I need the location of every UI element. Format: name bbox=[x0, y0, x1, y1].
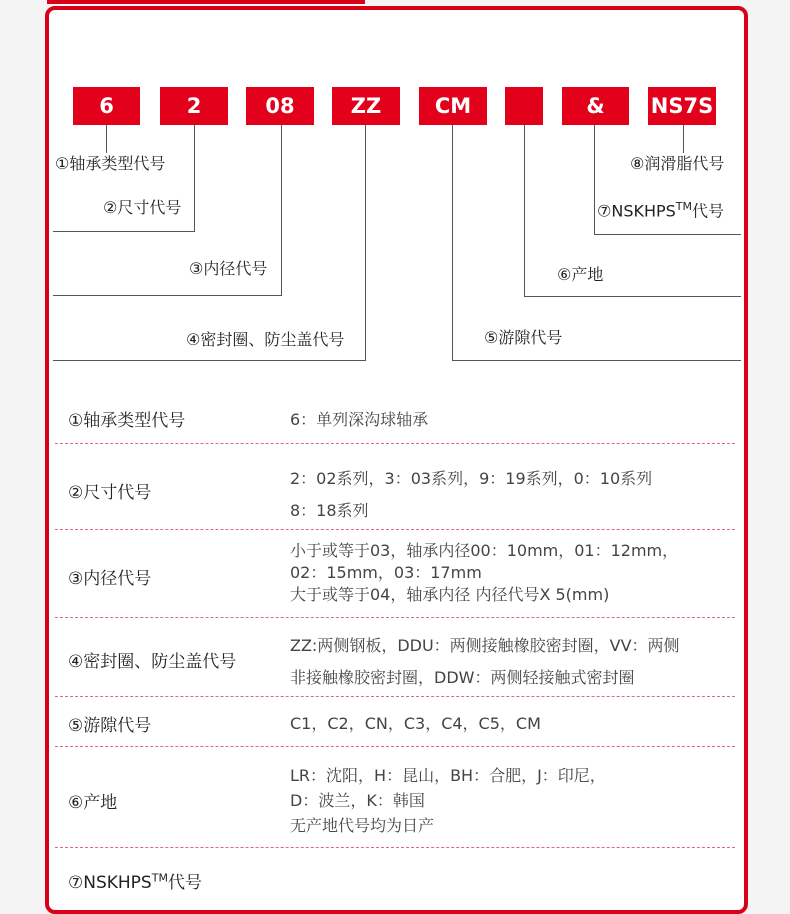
connector-line bbox=[53, 295, 282, 296]
row-value-line: ZZ:两侧钢板，DDU：两侧接触橡胶密封圈，VV：两侧 bbox=[290, 636, 680, 655]
label-bearing-type: ①轴承类型代号 bbox=[55, 154, 166, 173]
label-bore: ③内径代号 bbox=[189, 259, 268, 278]
trademark-sup: TM bbox=[151, 871, 168, 885]
connector-line bbox=[53, 360, 366, 361]
label-nskhps-suffix: 代号 bbox=[692, 201, 725, 221]
table-row bbox=[55, 747, 735, 848]
row-key: ⑥产地 bbox=[68, 793, 118, 813]
row-value-line: 02：15mm，03：17mm bbox=[290, 563, 482, 582]
connector-line bbox=[524, 125, 525, 297]
row-value bbox=[290, 630, 680, 694]
connector-line bbox=[452, 360, 741, 361]
row-value bbox=[290, 763, 606, 838]
label-nskhps bbox=[597, 197, 724, 221]
row-key: ⑤游隙代号 bbox=[68, 716, 152, 736]
label-grease: ⑧润滑脂代号 bbox=[630, 154, 725, 173]
row-value-line: 无产地代号均为日产 bbox=[290, 816, 435, 835]
label-clearance: ⑤游隙代号 bbox=[484, 328, 563, 347]
connector-line bbox=[594, 234, 741, 235]
code-box-nskhps: & bbox=[562, 87, 629, 125]
connector-line bbox=[194, 125, 195, 232]
code-box-seal: ZZ bbox=[332, 87, 400, 125]
row-value bbox=[290, 407, 428, 430]
row-key: ①轴承类型代号 bbox=[68, 411, 186, 431]
row-value-line: C1，C2，CN，C3，C4，C5，CM bbox=[290, 714, 541, 733]
row-key: ④密封圈、防尘盖代号 bbox=[68, 652, 237, 672]
row-value-line: 8：18系列 bbox=[290, 501, 369, 520]
label-nskhps-text: ⑦NSKHPS bbox=[597, 201, 676, 221]
code-box-bearing-type: 6 bbox=[73, 87, 140, 125]
connector-line bbox=[365, 125, 366, 361]
row-value bbox=[290, 463, 652, 527]
code-box-origin bbox=[505, 87, 543, 125]
row-key: ③内径代号 bbox=[68, 569, 152, 589]
connector-line bbox=[683, 125, 684, 153]
connector-line bbox=[53, 231, 195, 232]
label-seal: ④密封圈、防尘盖代号 bbox=[186, 330, 345, 349]
code-box-clearance: CM bbox=[419, 87, 487, 125]
table-row bbox=[55, 444, 735, 530]
table-row bbox=[55, 388, 735, 444]
row-value-line: 大于或等于04，轴承内径 内径代号X 5(mm) bbox=[290, 585, 610, 604]
table-row bbox=[55, 848, 735, 893]
label-origin: ⑥产地 bbox=[557, 265, 604, 284]
code-table bbox=[55, 388, 735, 893]
label-size: ②尺寸代号 bbox=[103, 198, 182, 217]
row-value-line: 小于或等于03，轴承内径00：10mm，01：12mm， bbox=[290, 541, 679, 560]
connector-line bbox=[106, 125, 107, 153]
connector-line bbox=[281, 125, 282, 296]
table-row bbox=[55, 697, 735, 747]
connector-line bbox=[594, 125, 595, 235]
connector-line bbox=[524, 296, 741, 297]
table-row bbox=[55, 530, 735, 618]
trademark-sup: TM bbox=[675, 200, 693, 213]
table-row bbox=[55, 618, 735, 697]
code-box-grease: NS7S bbox=[648, 87, 716, 125]
row-key: ②尺寸代号 bbox=[68, 483, 152, 503]
row-value bbox=[290, 711, 541, 734]
row-value-line: LR：沈阳，H：昆山，BH：合肥，J：印尼， bbox=[290, 766, 606, 785]
code-box-size: 2 bbox=[160, 87, 228, 125]
row-key-suffix: 代号 bbox=[167, 873, 202, 893]
top-tab-bar bbox=[47, 0, 365, 4]
row-value-line: 非接触橡胶密封圈，DDW：两侧轻接触式密封圈 bbox=[290, 668, 635, 687]
row-value-line: 6：单列深沟球轴承 bbox=[290, 410, 429, 429]
row-value-line: 2：02系列，3：03系列，9：19系列，0：10系列 bbox=[290, 469, 653, 488]
connector-line bbox=[452, 125, 453, 361]
row-key-text: ⑦NSKHPS bbox=[68, 873, 152, 893]
row-value bbox=[290, 540, 678, 606]
row-value-line: D：波兰，K：韩国 bbox=[290, 791, 425, 810]
code-box-bore: 08 bbox=[246, 87, 314, 125]
